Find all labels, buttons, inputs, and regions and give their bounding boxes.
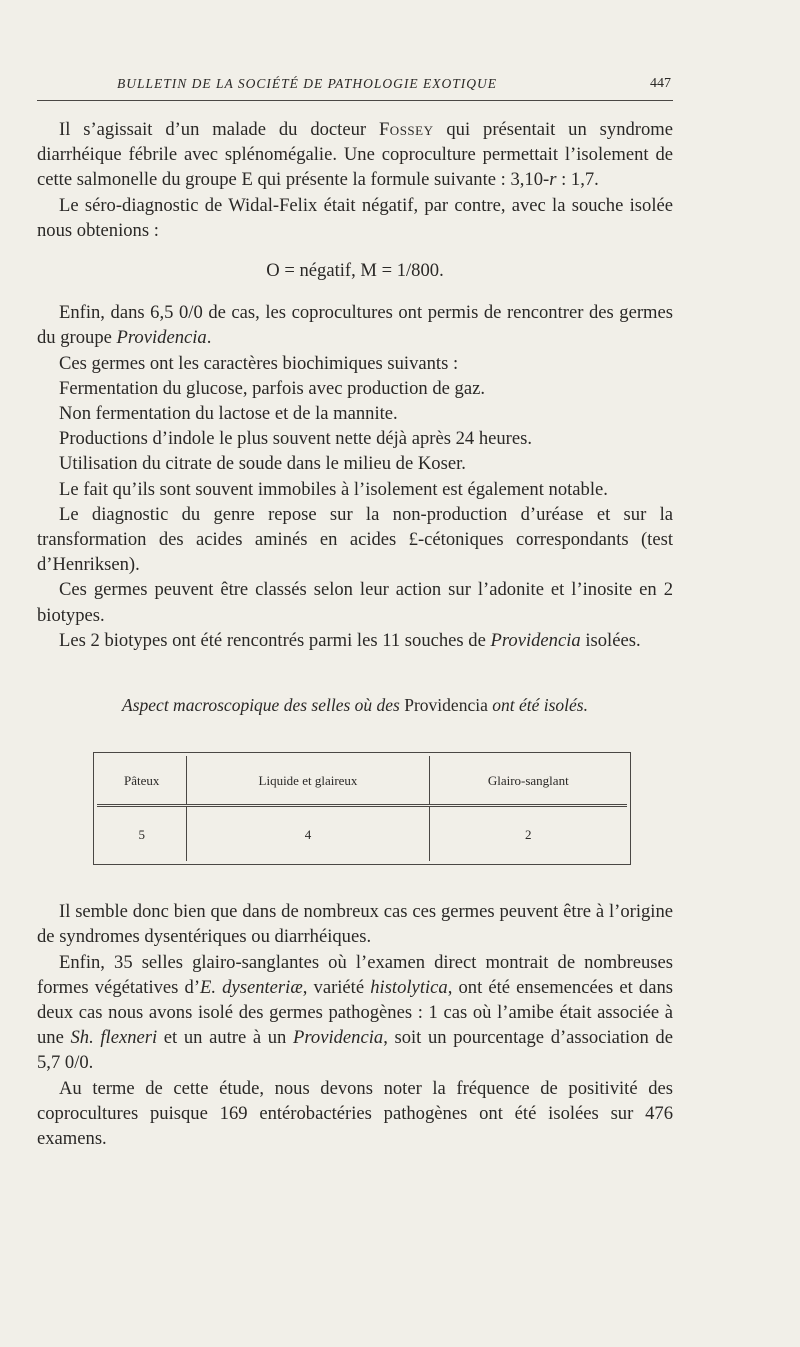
author-name: Fossey [378, 119, 434, 140]
table-caption: Aspect macroscopique des selles où des Providencia ont été isolés. [122, 695, 588, 716]
paragraph: Il s’agissait d’un malade du docteur Fossey qui présentait un syndrome diarrhéique fébrile avec splénomégalie. Une coproculture permettait l’isolement de cette salmonelle du groupe E qui présente la formule suivante : 3,10-r : 1,7. [37, 119, 673, 191]
running-head [37, 70, 673, 101]
formula: O = négatif, M = 1/800. [266, 260, 444, 282]
journal-page [37, 70, 673, 1151]
table-cell: 5 [97, 807, 187, 861]
paragraph: Il semble donc bien que dans de nombreux cas ces germes peuvent être à l’origine de syndromes dysentériques ou diarrhéiques. [37, 901, 673, 948]
table-row [97, 807, 627, 861]
table-cell: 2 [525, 826, 532, 842]
paragraph: Utilisation du citrate de soude dans le milieu de Koser. [59, 453, 466, 475]
table-header-row [97, 756, 627, 806]
paragraph: Fermentation du glucose, parfois avec production de gaz. [59, 377, 485, 399]
paragraph: Ces germes ont les caractères biochimiques suivants : [59, 352, 459, 374]
page-number: 447 [650, 76, 671, 91]
journal-title: BULLETIN DE LA SOCIÉTÉ DE PATHOLOGIE EXOTIQUE [117, 76, 498, 91]
paragraph: Enfin, dans 6,5 0/0 de cas, les coprocultures ont permis de rencontrer des germes du groupe Providencia. [37, 302, 673, 349]
paragraph: Le séro-diagnostic de Widal-Felix était négatif, par contre, avec la souche isolée nous obtenions : [37, 194, 673, 241]
article-body [37, 117, 673, 1151]
paragraph: Le fait qu’ils sont souvent immobiles à l’isolement est également notable. [59, 478, 608, 500]
paragraph: Non fermentation du lactose et de la mannite. [59, 403, 398, 425]
paragraph: Le diagnostic du genre repose sur la non-production d’uréase et sur la transformation des acides aminés en acides £-cétoniques correspondants (test d’Henriksen). [37, 503, 673, 576]
paragraph: Les 2 biotypes ont été rencontrés parmi les 11 souches de Providencia isolées. [59, 629, 641, 651]
table-header-cell: Glairo-sanglant [429, 756, 627, 806]
table-header-cell: Liquide et glaireux [187, 756, 429, 806]
paragraph: Enfin, 35 selles glairo-sanglantes où l’examen direct montrait de nombreuses formes végétatives d’E. dysenteriæ, variété histolytica, ont été ensemencées et dans deux cas nous avons isolé des germes pathogènes : 1 cas où l’amibe était associée à une Sh. flexneri et un autre à un Providencia, soit un pourcentage d’association de 5,7 0/0. [37, 951, 673, 1074]
table-cell: 4 [187, 807, 429, 861]
paragraph: Productions d’indole le plus souvent nette déjà après 24 heures. [59, 428, 532, 450]
table-header-cell: Pâteux [97, 756, 187, 806]
stool-aspect-table [93, 752, 631, 865]
paragraph: Ces germes peuvent être classés selon leur action sur l’adonite et l’inosite en 2 biotypes. [37, 579, 673, 626]
paragraph: Au terme de cette étude, nous devons noter la fréquence de positivité des coprocultures puisque 169 entérobactéries pathogènes ont été isolées sur 476 examens. [37, 1077, 673, 1150]
